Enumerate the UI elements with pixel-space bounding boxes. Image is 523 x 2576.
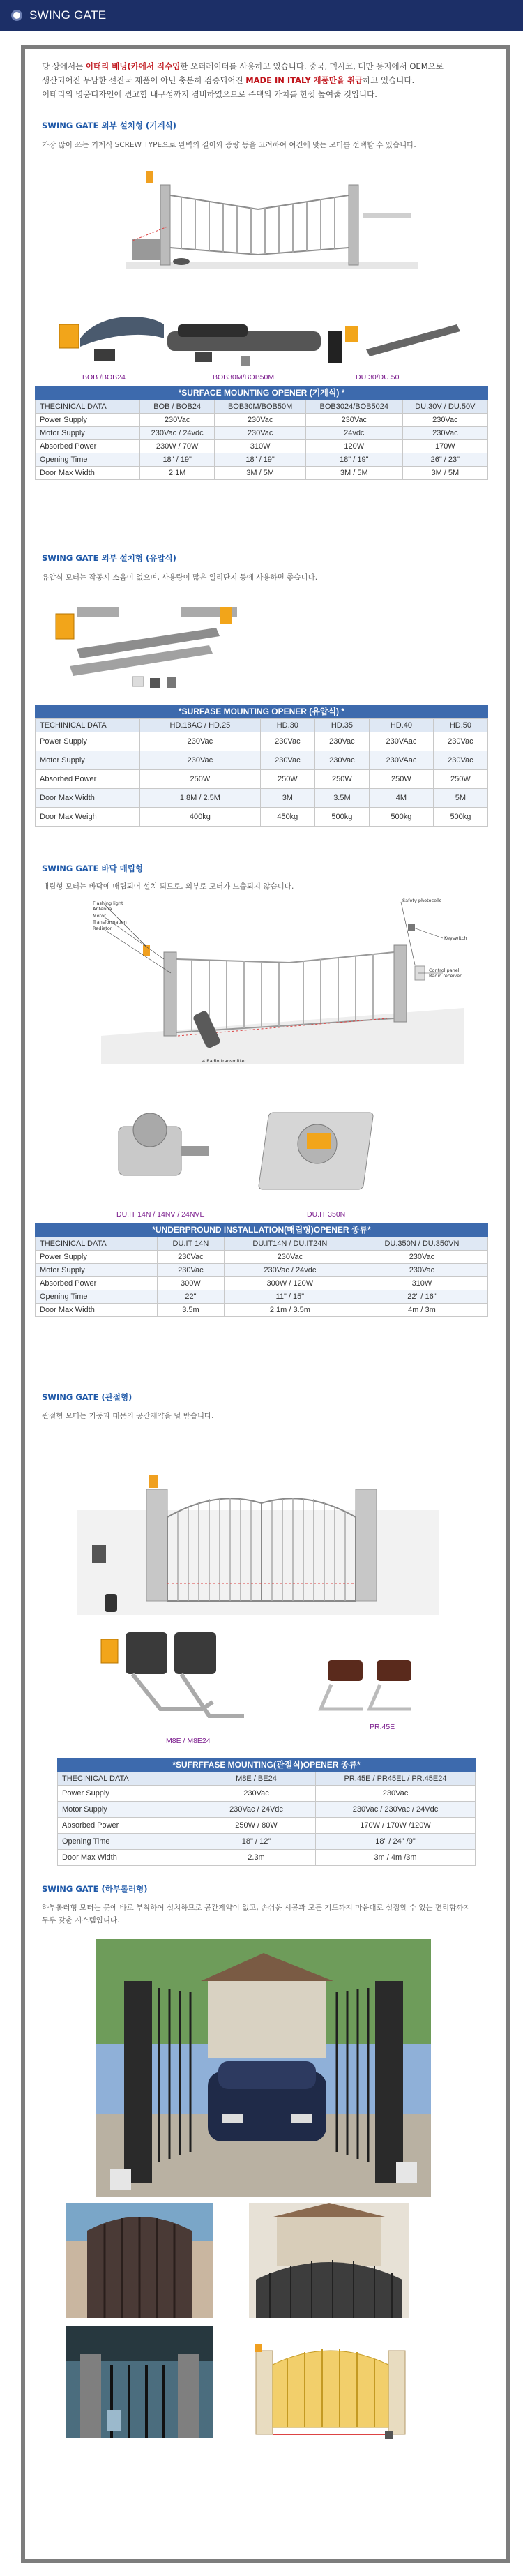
cell: 230Vac [197, 1786, 316, 1802]
sec5-desc-line1: 하부롤러형 모터는 문에 바로 부착하여 설치하므로 공간제약이 없고, 손쉬운 시공과 모든 기도까지 마음대로 설정할 수 있는 편리함까지 [42, 1904, 471, 1912]
cell: 4m / 3m [356, 1304, 487, 1317]
cell: 230Vac [314, 732, 369, 751]
table-row [36, 770, 488, 789]
cell: 2.1M [140, 467, 215, 480]
cell: Motor Supply [36, 427, 140, 440]
table-row [58, 1802, 476, 1818]
cell: 230Vac [433, 751, 487, 770]
cell: 250W / 80W [197, 1818, 316, 1834]
intro-line3: 이태리의 명품디자인에 견고함 내구성까지 겸비하였으므로 주택의 가치를 한껏 높여줄 것입니다. [42, 89, 377, 99]
sec5-diagram [249, 2323, 416, 2441]
intro-line1a: 당 상에서는 [42, 61, 86, 71]
cell: 18" / 19" [215, 453, 306, 467]
sec3-product-photos [105, 1092, 425, 1203]
sec1-gate-illustration [119, 157, 425, 276]
cell: 230Vac [305, 414, 402, 427]
table-row [36, 440, 488, 453]
table-row [36, 427, 488, 440]
cell: 230Vac / 230Vac / 24Vdc [316, 1802, 476, 1818]
cell: 22" [158, 1290, 225, 1304]
cell: Power Supply [58, 1786, 197, 1802]
table-row [36, 732, 488, 751]
sec5-main-photo [96, 1939, 431, 2197]
table-row [36, 1290, 488, 1304]
cell: 250W [260, 770, 314, 789]
cell: 230Vac [356, 1264, 487, 1277]
table-row [58, 1850, 476, 1866]
cell: 230Vac [402, 414, 487, 427]
table-row [58, 1818, 476, 1834]
cell: 3m / 4m /3m [316, 1850, 476, 1866]
cell: 5M [433, 789, 487, 808]
sec4-table-title: *SUFRFFASE MOUNTING(관절식)OPENER 종류* [57, 1758, 476, 1772]
cell: Opening Time [36, 453, 140, 467]
cell: 22" / 16" [356, 1290, 487, 1304]
sec5-photo-2 [66, 2203, 213, 2318]
cell: 120W [305, 440, 402, 453]
table-row [36, 1251, 488, 1264]
cell: 230VAac [369, 732, 433, 751]
th-cell: DU.350N / DU.350VN [356, 1237, 487, 1251]
cell: Motor Supply [36, 751, 140, 770]
th-cell: HD.40 [369, 719, 433, 732]
cell: 4M [369, 789, 433, 808]
th-cell: TECHINICAL DATA [36, 719, 140, 732]
cell: 18" / 19" [305, 453, 402, 467]
sec3-caption-duit14n: DU.IT 14N / 14NV / 24NVE [116, 1210, 205, 1219]
sec2-desc: 유압식 모터는 작동시 소음이 없으며, 사용량이 많은 일리단지 등에 사용하면 좋습니다. [42, 573, 318, 582]
cell: 450kg [260, 808, 314, 827]
cell: 400kg [140, 808, 261, 827]
cell: 250W [140, 770, 261, 789]
cell: 170W [402, 440, 487, 453]
sec5-title: SWING GATE (하부롤러형) [42, 1884, 148, 1894]
th-cell: BOB3024/BOB5024 [305, 400, 402, 414]
cell: Power Supply [36, 414, 140, 427]
cell: Door Max Width [36, 1304, 158, 1317]
th-cell: BOB / BOB24 [140, 400, 215, 414]
page-title: SWING GATE [29, 8, 107, 22]
cell: Motor Supply [58, 1802, 197, 1818]
cell: 230Vac / 24vdc [140, 427, 215, 440]
cell: 3M / 5M [305, 467, 402, 480]
cell: Door Max Weigh [36, 808, 140, 827]
table-header-row [58, 1772, 476, 1786]
cell: 230Vac [314, 751, 369, 770]
sec1-product-photos [52, 283, 464, 380]
bullet-icon [11, 10, 22, 21]
sec4-gate-illustration [77, 1426, 439, 1615]
table-row [36, 808, 488, 827]
sec1-table-title: *SURFACE MOUNTING OPENER (기계식) * [35, 386, 488, 400]
diagram-label: Motor [93, 913, 106, 919]
th-cell: M8E / BE24 [197, 1772, 316, 1786]
sec2-table-title: *SURFASE MOUNTING OPENER (유압식) * [35, 705, 488, 718]
cell: 230Vac [260, 732, 314, 751]
cell: Door Max Width [58, 1850, 197, 1866]
th-cell: DU.30V / DU.50V [402, 400, 487, 414]
table-row [58, 1786, 476, 1802]
sec1-caption-bob30m: BOB30M/BOB50M [213, 373, 275, 382]
cell: Absorbed Power [36, 770, 140, 789]
cell: 230Vac [402, 427, 487, 440]
sec3-spec-table [35, 1237, 488, 1317]
sec5-photo-3 [249, 2203, 409, 2318]
sec2-title: SWING GATE 외부 설치형 (유압식) [42, 553, 176, 563]
diagram-label: Radiator [93, 926, 112, 931]
cell: 230Vac [316, 1786, 476, 1802]
cell: 230Vac / 24vdc [224, 1264, 356, 1277]
cell: Absorbed Power [58, 1818, 197, 1834]
cell: 3M / 5M [402, 467, 487, 480]
sec4-product-photos [91, 1618, 446, 1730]
cell: 310W [356, 1277, 487, 1290]
table-row [36, 1277, 488, 1290]
intro-line1b: 한 오퍼레이터를 사용하고 있습니다. 중국, 멕시코, 대만 등지에서 OEM으로 [180, 61, 444, 71]
th-cell: HD.30 [260, 719, 314, 732]
cell: 2.1m / 3.5m [224, 1304, 356, 1317]
cell: 250W [433, 770, 487, 789]
cell: 3.5M [314, 789, 369, 808]
intro-text [42, 59, 495, 101]
th-cell: HD.50 [433, 719, 487, 732]
th-cell: BOB30M/BOB50M [215, 400, 306, 414]
cell: Motor Supply [36, 1264, 158, 1277]
cell: 230Vac [215, 414, 306, 427]
sec3-gate-illustration [87, 896, 471, 1067]
cell: 11" / 15" [224, 1290, 356, 1304]
table-header-row [36, 400, 488, 414]
cell: 24vdc [305, 427, 402, 440]
sec1-desc: 가장 많이 쓰는 기계식 SCREW TYPE으로 완벽의 길이와 중량 등을 고려하여 여건에 맞는 모터를 선택할 수 있습니다. [42, 141, 416, 149]
cell: 26" / 23" [402, 453, 487, 467]
table-row [58, 1834, 476, 1850]
cell: 230Vac [158, 1264, 225, 1277]
table-row [36, 467, 488, 480]
cell: 230Vac [433, 732, 487, 751]
sec4-caption-pr45e: PR.45E [370, 1723, 395, 1731]
cell: 230Vac [158, 1251, 225, 1264]
sec5-photo-4 [66, 2326, 213, 2438]
th-cell: THECINICAL DATA [36, 1237, 158, 1251]
diagram-label: Control panel [429, 967, 460, 973]
cell: 18" / 24" /9" [316, 1834, 476, 1850]
cell: 500kg [314, 808, 369, 827]
cell: 170W / 170W /120W [316, 1818, 476, 1834]
th-cell: HD.18AC / HD.25 [140, 719, 261, 732]
sec2-spec-table [35, 718, 488, 827]
sec3-table-title: *UNDERPROUND INSTALLATION(매립형)OPENER 종류* [35, 1223, 488, 1237]
diagram-label: 4 Radio transmitter [202, 1058, 247, 1064]
cell: Opening Time [58, 1834, 197, 1850]
cell: 250W [369, 770, 433, 789]
cell: Absorbed Power [36, 1277, 158, 1290]
intro-line1-highlight: 이태리 베닝(카에서 직수입 [85, 61, 181, 71]
diagram-label: Transformation [93, 919, 127, 925]
table-row [36, 751, 488, 770]
cell: 230Vac [140, 732, 261, 751]
diagram-label: Flashing light [93, 901, 123, 906]
cell: 500kg [433, 808, 487, 827]
th-cell: DU.IT 14N [158, 1237, 225, 1251]
cell: 230VAac [369, 751, 433, 770]
intro-line2-highlight1: MADE IN ITALY [245, 75, 311, 85]
cell: Power Supply [36, 732, 140, 751]
sec1-caption-du: DU.30/DU.50 [356, 373, 400, 382]
table-row [36, 1264, 488, 1277]
cell: 2.3m [197, 1850, 316, 1866]
cell: Opening Time [36, 1290, 158, 1304]
sec3-desc: 매립형 모터는 바닥에 매립되어 설치 되므로, 외부로 모터가 노출되지 않습니다. [42, 882, 294, 891]
cell: 230Vac [356, 1251, 487, 1264]
sec4-spec-table [57, 1772, 476, 1866]
sec3-title: SWING GATE 바닥 매립형 [42, 864, 144, 873]
sec5-desc-line2: 두루 갖춘 시스템입니다. [42, 1916, 120, 1925]
diagram-label: Safety photocells [402, 898, 442, 903]
cell: 18" / 19" [140, 453, 215, 467]
table-header-row [36, 719, 488, 732]
table-row [36, 789, 488, 808]
cell: 3M / 5M [215, 467, 306, 480]
intro-line2b: 하고 있습니다. [363, 75, 415, 85]
th-cell: HD.35 [314, 719, 369, 732]
diagram-label: Radio receiver [429, 973, 462, 979]
cell: Door Max Width [36, 789, 140, 808]
sec1-title: SWING GATE 외부 설치형 (기계식) [42, 121, 176, 130]
sec4-title: SWING GATE (관절형) [42, 1392, 132, 1402]
intro-line2a: 생산되어진 무남한 선진국 제품이 아닌 충분히 검증되어진 [42, 75, 246, 85]
sec4-caption-m8e: M8E / M8E24 [166, 1737, 211, 1745]
th-cell: THECINICAL DATA [36, 400, 140, 414]
table-row [36, 453, 488, 467]
table-header-row [36, 1237, 488, 1251]
sec2-product-photo [49, 586, 279, 698]
cell: 1.8M / 2.5M [140, 789, 261, 808]
cell: 18" / 12" [197, 1834, 316, 1850]
cell: 3M [260, 789, 314, 808]
table-row [36, 414, 488, 427]
cell: 300W / 120W [224, 1277, 356, 1290]
cell: Absorbed Power [36, 440, 140, 453]
th-cell: THECINICAL DATA [58, 1772, 197, 1786]
intro-line2-highlight2: 제품만을 취급 [313, 75, 363, 85]
cell: Power Supply [36, 1251, 158, 1264]
cell: 230Vac [260, 751, 314, 770]
cell: 230Vac [215, 427, 306, 440]
cell: 230Vac [224, 1251, 356, 1264]
table-row [36, 1304, 488, 1317]
cell: Door Max Width [36, 467, 140, 480]
sec3-caption-duit350n: DU.IT 350N [307, 1210, 346, 1219]
cell: 230W / 70W [140, 440, 215, 453]
diagram-label: Antenna [93, 906, 112, 912]
th-cell: DU.IT14N / DU.IT24N [224, 1237, 356, 1251]
cell: 250W [314, 770, 369, 789]
sec4-desc: 관절형 모터는 기둥과 대문의 공간제약을 덜 받습니다. [42, 1412, 214, 1420]
diagram-label: Keyswitch [444, 935, 467, 941]
cell: 230Vac [140, 414, 215, 427]
cell: 230Vac [140, 751, 261, 770]
cell: 500kg [369, 808, 433, 827]
sec1-spec-table [35, 400, 488, 480]
cell: 310W [215, 440, 306, 453]
sec1-caption-bob: BOB /BOB24 [82, 373, 126, 382]
cell: 3.5m [158, 1304, 225, 1317]
th-cell: PR.45E / PR45EL / PR.45E24 [316, 1772, 476, 1786]
cell: 230Vac / 24Vdc [197, 1802, 316, 1818]
cell: 300W [158, 1277, 225, 1290]
page-header [0, 0, 523, 31]
